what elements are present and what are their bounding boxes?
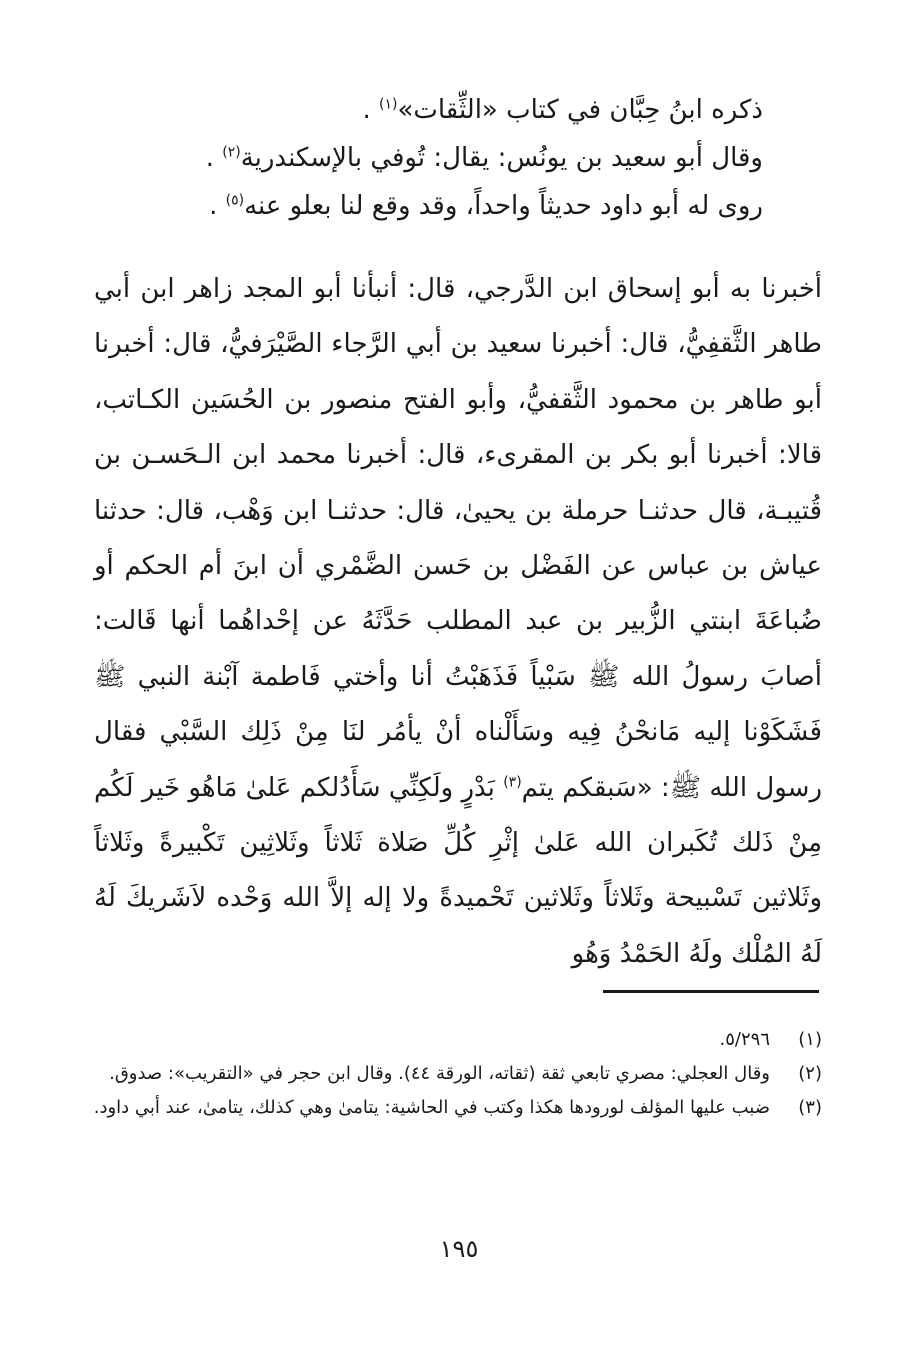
intro-line-2: وقال أبو سعيد بن يونُس: يقال: تُوفي بالإسكندرية$^{(٢)}$ . [205, 143, 763, 173]
footnote-text: وقال العجلي: مصري تابعي ثقة (ثقاته، الورقة ٤٤). وقال ابن حجر في «التقريب»: صدوق. [109, 1063, 770, 1084]
footnote-3 [92, 1092, 822, 1123]
intro-line-1: ذكره ابنُ حِبَّان في كتاب «الثِّقات»$^{(١)}$ . [362, 95, 763, 125]
footnote-ref-2: (٢) [222, 144, 241, 161]
footnote-text: ٥/٢٩٦. [719, 1029, 770, 1050]
hadith-paragraph: أخبرنا به أبو إسحاق ابن الدَّرجي، قال: أنبأنا أبو المجد زاهر ابن أبي طاهر الثَّقفِيُّ، قال: أخبرنا سعيد بن أبي الرَّجاء الصَّيْرَفيُّ، قال: أخبرنا أبو طاهر بن محمود الثَّقفيُّ، وأبو الفتح منصور بن الحُسَين الكـاتب، قالا: أخبرنا أبو بكر بن المقرىء، قال: أخبرنا محمد ابن الـحَسـن بن قُتيبـة، قال حدثنـا حرملة بن يحيىٰ، قال: حدثنـا ابن وَهْب، قال: حدثنا عياش بن عباس عن الفَضْل بن حَسن الضَّمْري أن ابنَ أم الحكم أو ضُباعَةَ ابنتي الزُّبير بن عبد المطلب حَدَّثَهُ عن إحْداهُما أنها قَالت: أصابَ رسولُ الله ﷺ سَبْياً فَذَهَبْتُ أنا وأختي فَاطمة آبْنة النبي ﷺ فَشَكَوْنا إليه مَانحْنُ فِيه وسَأَلْناه أنْ يأمُر لنَا مِنْ ذَلِك السَّبْي فقال رسول الله ﷺ: «سَبقكم يتم$^{(٣)}$ بَدْرٍ ولَكِنِّي سَأَدُلكم عَلىٰ مَاهُو خَير لَكُم مِنْ ذَلك تُكَبران الله عَلىٰ إثْرِ كُلِّ صَلاة ثَلاثاً وثَلاثِين تَكْبيرةً وثَلاثاً وثَلاثين تَسْبيحة وثَلاثاً وثَلاثين تَحْميدةً ولا إله إلاَّ الله وَحْده لاَشَريكَ لَهُ لَهُ المُلْك ولَهُ الحَمْدُ وَهُو [94, 274, 822, 969]
footnote-number: (٣) [798, 1097, 822, 1118]
footnote-1 [92, 1024, 822, 1055]
footnote-number: (٢) [798, 1063, 822, 1084]
footnote-ref-5: (٥) [225, 192, 245, 209]
page-number: ١٩٥ [439, 1235, 479, 1263]
footnote-ref-1: (١) [379, 96, 398, 113]
intro-line-3: روى له أبو داود حديثاً واحداً، وقد وقع لنا بعلو عنه$^{(٥)}$ . [209, 191, 763, 221]
footnote-number: (١) [798, 1029, 822, 1050]
footnote-ref-3: (٣) [503, 774, 522, 790]
biography-lines [143, 86, 763, 230]
footnote-text: ضبب عليها المؤلف لورودها هكذا وكتب في الحاشية: يتامىٰ وهي كذلك، يتامىٰ، عند أبي داود. [93, 1097, 770, 1118]
footnote-2 [92, 1058, 822, 1089]
footnotes [92, 1024, 822, 1126]
footnote-separator [603, 990, 819, 993]
hadith-text [94, 262, 822, 982]
